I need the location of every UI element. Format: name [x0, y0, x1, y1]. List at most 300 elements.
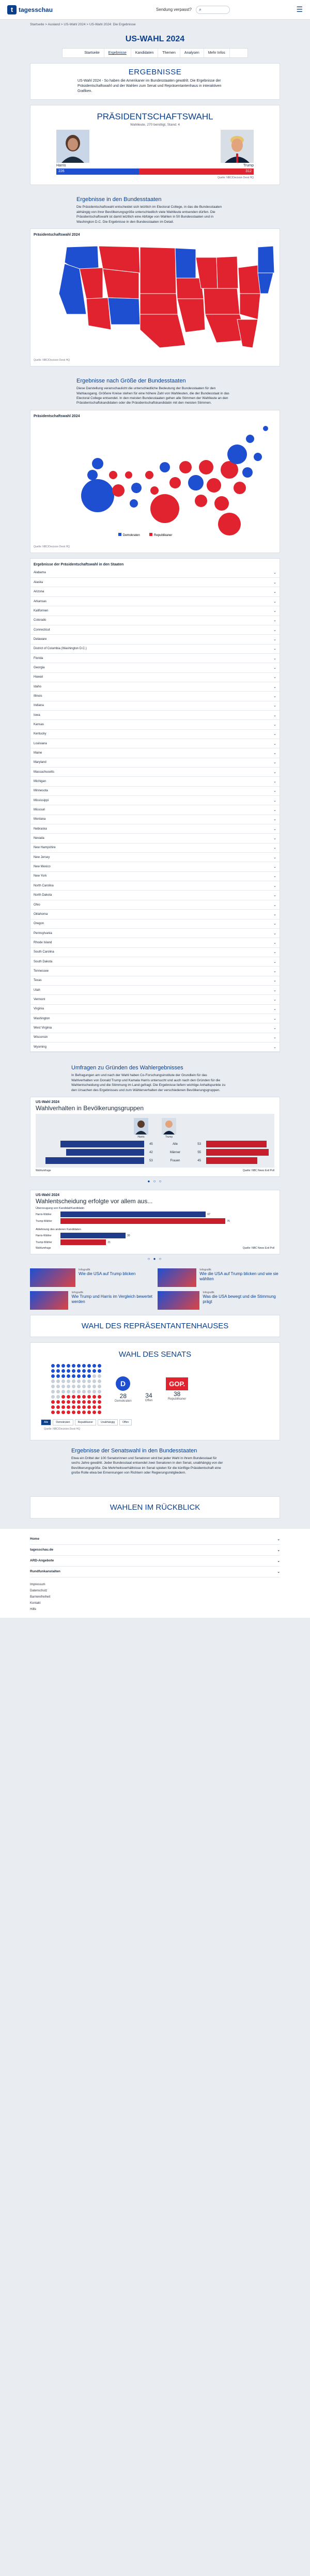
state-accordion-item[interactable] [30, 1033, 280, 1042]
tab-analyses[interactable]: Analysen [180, 49, 204, 57]
poll2-group2: Ablehnung des anderen Kandidaten [36, 1228, 81, 1232]
footer-link-accessibility[interactable]: Barrierefreiheit [30, 1595, 51, 1599]
state-accordion-item[interactable] [30, 1005, 280, 1014]
main-content [30, 29, 280, 1519]
chevron-down-icon: ⌄ [273, 875, 276, 879]
chevron-down-icon: ⌄ [273, 656, 276, 661]
state-name: Utah [34, 988, 40, 992]
senate-title: WAHL DES SENATS [118, 1350, 192, 1359]
senate-seat [87, 1395, 91, 1399]
teaser-4[interactable]: Infografik Was die USA bewegt und die Stimmung prägt [158, 1291, 280, 1310]
results-intro [30, 63, 280, 100]
senate-states-text: Etwa ein Drittel der 100 Senatorinnen und Senatoren wird bei jeder Wahl in ihrem Bundesstaat für sechs Jahre gewählt. Jeder Bundesstaat entsendet zwei Senatoren in den Senat, unabhängig von der Bevölkerungsgröße. Die Mehrheitsverhältnisse im Senat spielen für die künftige Präsidentschaft eine große Rolle etwa bei Ernennungen von Richtern oder Regierungsmitgliedern. [71, 1456, 223, 1475]
state-accordion-item[interactable] [30, 569, 280, 578]
state-accordion-item[interactable] [30, 587, 280, 596]
senate-seat [56, 1400, 60, 1404]
map-state-ar-la [177, 299, 205, 332]
map-source: Quelle: NBC/Decision Desk HQ [34, 359, 70, 362]
president-card [30, 105, 280, 185]
map-state-dakotas-ne [140, 247, 176, 294]
state-accordion-item[interactable] [30, 986, 280, 995]
bubble-section [30, 372, 280, 553]
map-section-head: Ergebnisse in den Bundesstaaten [76, 196, 162, 203]
teaser-2[interactable]: Infografik Wie die USA auf Trump blicken und wie sie wählten [158, 1268, 280, 1287]
chevron-down-icon: ⌄ [273, 580, 276, 585]
senate-seat [67, 1400, 70, 1404]
site-header [0, 0, 310, 20]
state-name: Oklahoma [34, 912, 48, 916]
state-name: Illinois [34, 694, 42, 698]
state-accordion-item[interactable] [30, 597, 280, 606]
state-accordion-item[interactable] [30, 834, 280, 843]
footer-link-contact[interactable]: Kontakt [30, 1601, 41, 1605]
senate-seat [92, 1400, 96, 1404]
state-accordion-item[interactable] [30, 929, 280, 938]
senate-seat [67, 1405, 70, 1409]
state-name: New Mexico [34, 865, 51, 869]
logo-mark: t [7, 5, 17, 14]
results-intro-text: US-Wahl 2024 - So haben die Amerikaner im Bundesstaaten gewählt. Die Ergebnisse der Präsidentschaftswahl und der Wahlen zum Senat und Repräsentantenhaus in interaktiven Grafiken. [78, 79, 222, 94]
motivation-bar-row [36, 1239, 274, 1245]
president-subtitle: Wahlleute, 270 benötigt, Stand: 4 [130, 123, 180, 127]
poll-row [36, 1141, 274, 1147]
footer-link-privacy[interactable]: Datenschutz [30, 1589, 48, 1592]
senate-seat [98, 1364, 101, 1368]
chevron-down-icon: ⌄ [273, 780, 276, 784]
senate-seat [67, 1390, 70, 1393]
chevron-down-icon: ⌄ [273, 912, 276, 916]
poll-rep-value: 45 [197, 1159, 201, 1162]
senate-seat [51, 1400, 55, 1404]
senate-seat [92, 1405, 96, 1409]
senate-seat [72, 1385, 75, 1388]
state-accordion-item[interactable] [30, 900, 280, 910]
chevron-down-icon: ⌄ [273, 752, 276, 755]
chevron-down-icon: ⌄ [273, 647, 276, 651]
legend-rep-label: Republikaner [154, 533, 173, 537]
poll-dem-bar [60, 1141, 144, 1147]
state-accordion-item[interactable] [30, 938, 280, 947]
state-name: Missouri [34, 808, 45, 812]
chip-ind[interactable]: Unabhängig [98, 1419, 118, 1425]
states-accordion [30, 558, 280, 1053]
poll-row [36, 1157, 274, 1164]
state-accordion-item[interactable] [30, 910, 280, 919]
state-accordion-item[interactable] [30, 995, 280, 1004]
poll1-footer-left: Wahlumfrage [36, 1169, 51, 1173]
legend-dem-swatch [118, 533, 121, 536]
state-accordion-item[interactable] [30, 805, 280, 815]
state-accordion-item[interactable] [30, 881, 280, 891]
state-accordion-item[interactable] [30, 701, 280, 711]
state-accordion-item[interactable] [30, 1042, 280, 1052]
bubble-source: Quelle: NBC/Decision Desk HQ [34, 545, 70, 548]
chevron-down-icon: ⌄ [273, 770, 276, 774]
motivation-bar [60, 1212, 206, 1217]
us-results-map[interactable] [30, 237, 280, 356]
chevron-down-icon: ⌄ [273, 694, 276, 698]
motivation-bar-label: Harris-Wähler [36, 1234, 52, 1237]
state-name: Michigan [34, 780, 47, 784]
senate-seat [92, 1385, 96, 1388]
chevron-down-icon: ⌄ [273, 704, 276, 708]
poll-dem-value: 45 [149, 1142, 153, 1146]
state-name: Kansas [34, 723, 44, 726]
polls-head: Umfragen zu Gründen des Wahlergebnisses [71, 1065, 183, 1071]
senate-seat [87, 1410, 91, 1414]
states-list [30, 569, 280, 1052]
senate-seat [98, 1374, 101, 1378]
state-accordion-item[interactable] [30, 692, 280, 701]
senate-seat [77, 1369, 81, 1373]
harris-photo [56, 130, 89, 163]
chevron-down-icon: ⌄ [273, 931, 276, 936]
senate-seat [61, 1395, 65, 1399]
chevron-down-icon: ⌄ [273, 761, 276, 765]
motivation-bar-value: 67 [207, 1213, 210, 1216]
carousel-dots[interactable]: ● ○ ○ [147, 1179, 163, 1184]
chevron-down-icon: ⌄ [273, 685, 276, 689]
chevron-down-icon: ⌄ [273, 884, 276, 888]
bubble-map[interactable] [30, 418, 280, 542]
senate-seat [87, 1379, 91, 1383]
teaser-image [30, 1291, 68, 1310]
senate-seat [51, 1369, 55, 1373]
senate-seat [98, 1395, 101, 1399]
chevron-down-icon: ⌄ [273, 666, 276, 670]
state-name: Idaho [34, 685, 42, 688]
state-name: Washington [34, 1017, 50, 1020]
teaser-image [158, 1291, 199, 1310]
poll-rep-bar [206, 1149, 269, 1156]
state-accordion-item[interactable] [30, 748, 280, 758]
state-accordion-item[interactable] [30, 919, 280, 929]
state-accordion-item[interactable] [30, 625, 280, 635]
poll-trump: Trump [162, 1118, 176, 1139]
results-title: ERGEBNISSE [128, 68, 182, 76]
footer-link-imprint[interactable]: Impressum [30, 1583, 45, 1586]
senate-rep [166, 1377, 188, 1401]
senate-states-section [30, 1440, 280, 1486]
polls-section [30, 1057, 280, 1263]
state-accordion-item[interactable] [30, 606, 280, 616]
senate-seat [77, 1410, 81, 1414]
chip-rep[interactable]: Republikaner [75, 1419, 96, 1425]
senate-seat [92, 1390, 96, 1393]
polls-text: In Befragungen am und nach der Wahl haben Co-Forschungsinstitute der Grundlein für das Wahlverhalten von Donald Trump und Kamala Harris untersucht und auch nach den Gründen für die Wahlentscheidung und die Stimmung im Land gefragt. Die Ergebnisse liefern wichtige Anhaltspunkte zu den Ursachen des Ergebnisses und zum Wählerverhalten der verschiedenen Bevölkerungsgruppen. [71, 1074, 226, 1092]
state-accordion-item[interactable] [30, 616, 280, 625]
senate-dem [115, 1376, 132, 1403]
senate-seat [72, 1400, 75, 1404]
state-accordion-item[interactable] [30, 1023, 280, 1033]
breadcrumb[interactable]: Startseite > Ausland > US-Wahl 2024 > US-Wahl 2024: Die Ergebnisse [30, 23, 136, 26]
senate-seat [98, 1385, 101, 1388]
state-accordion-item[interactable] [30, 663, 280, 672]
poll-row-label: Männer [169, 1151, 181, 1154]
footer-ard[interactable]: ARD-Angebote ⌄ [30, 1556, 280, 1567]
map-state-az [86, 298, 111, 330]
bubble-va [242, 467, 253, 478]
state-accordion-item[interactable] [30, 578, 280, 587]
bubble-mo [169, 477, 181, 488]
state-name: South Dakota [34, 960, 53, 963]
chip-open[interactable]: Offen [119, 1419, 132, 1425]
state-accordion-item[interactable] [30, 872, 280, 881]
senate-seat [77, 1385, 81, 1388]
poll-rep-value: 53 [197, 1142, 201, 1146]
senate-seat [51, 1410, 55, 1414]
chevron-down-icon: ⌄ [273, 713, 276, 717]
chevron-down-icon: ⌄ [273, 827, 276, 831]
poll-dem-bar [45, 1157, 144, 1164]
state-accordion-item[interactable] [30, 948, 280, 957]
poll-row-label: Alle [172, 1142, 178, 1146]
state-accordion-item[interactable] [30, 862, 280, 871]
poll2-source: Quelle: NBC News Exit Poll [242, 1247, 274, 1250]
search-input[interactable] [196, 6, 230, 14]
state-accordion-item[interactable] [30, 853, 280, 862]
teaser-image [30, 1268, 75, 1287]
footer-link-help[interactable]: Hilfe [30, 1607, 37, 1611]
state-name: North Dakota [34, 894, 52, 897]
chevron-down-icon: ⌄ [273, 1026, 276, 1030]
bubble-label: Präsidentschaftswahl 2024 [34, 414, 80, 418]
state-name: Massachusetts [34, 770, 55, 774]
dem-candidate-name: Harris [56, 164, 66, 168]
senate-seat [98, 1390, 101, 1393]
state-name: Tennessee [34, 969, 49, 973]
president-title: PRÄSIDENTSCHAFTSWAHL [97, 112, 213, 122]
section-tabs [62, 48, 248, 58]
state-accordion-item[interactable] [30, 777, 280, 786]
search-icon: ⌕ [198, 7, 202, 12]
state-name: Wisconsin [34, 1036, 48, 1039]
state-accordion-item[interactable] [30, 976, 280, 986]
state-accordion-item[interactable] [30, 635, 280, 644]
state-accordion-item[interactable] [30, 815, 280, 824]
senate-seat [51, 1395, 55, 1399]
senate-open-label: Offen [145, 1399, 153, 1402]
senate-seat [82, 1369, 86, 1373]
poll-row-label: Frauen [170, 1159, 180, 1162]
senate-seat [61, 1400, 65, 1404]
chevron-down-icon: ⌄ [273, 590, 276, 594]
chevron-down-icon: ⌄ [273, 723, 276, 727]
bubble-oh [207, 478, 221, 493]
chevron-down-icon: ⌄ [273, 950, 276, 955]
menu-icon[interactable]: ☰ [296, 5, 303, 13]
bubble-ne [145, 471, 153, 479]
motivation-bar-value: 21 [107, 1240, 111, 1244]
senate-seat [61, 1410, 65, 1414]
trump-photo [221, 130, 254, 163]
tab-candidates[interactable]: Kandidaten [131, 49, 158, 57]
senate-source: Quelle: NBC/Decision Desk HQ [44, 1428, 81, 1431]
senate-filter-chips [41, 1419, 269, 1425]
logo[interactable] [7, 5, 53, 14]
senate-seat [56, 1369, 60, 1373]
chevron-down-icon: ⌄ [273, 676, 276, 680]
missed-show-link[interactable]: Sendung verpasst? [156, 7, 192, 12]
map-state-co-nm [108, 298, 140, 325]
bubble-ga [214, 496, 229, 511]
bubble-section-head: Ergebnisse nach Größe der Bundesstaaten [76, 378, 186, 385]
democrat-logo-icon [115, 1376, 131, 1391]
state-name: Vermont [34, 998, 45, 1001]
senate-seat [56, 1364, 60, 1368]
senate-seat [98, 1400, 101, 1404]
state-name: New Hampshire [34, 846, 56, 850]
senate-seat [72, 1390, 75, 1393]
state-accordion-item[interactable] [30, 891, 280, 900]
senate-seat [98, 1410, 101, 1414]
chevron-down-icon: ⌄ [273, 846, 276, 850]
state-accordion-item[interactable] [30, 739, 280, 748]
senate-rep-num: 38 [174, 1390, 181, 1398]
bubble-co [131, 483, 142, 493]
house-title[interactable]: WAHL DES REPRÄSENTANTENHAUSES [30, 1315, 280, 1337]
chevron-down-icon: ⌄ [273, 1036, 276, 1040]
poll-rep-bar [206, 1157, 257, 1164]
poll-dem-value: 53 [149, 1159, 153, 1162]
senate-seat [92, 1395, 96, 1399]
carousel-dots-2[interactable]: ○ ● ○ [147, 1256, 163, 1262]
senate-seat [51, 1405, 55, 1409]
footer-home[interactable]: Home ⌄ [30, 1534, 280, 1545]
senate-seat [87, 1385, 91, 1388]
bubble-mn [160, 462, 170, 472]
senate-seat [56, 1379, 60, 1383]
state-accordion-item[interactable] [30, 673, 280, 682]
state-name: Alaska [34, 580, 43, 584]
poll-row [36, 1149, 274, 1156]
senate-seat [82, 1390, 86, 1393]
state-accordion-item[interactable] [30, 787, 280, 796]
senate-seat [51, 1379, 55, 1383]
bubble-or [87, 470, 98, 480]
tab-more[interactable]: Mehr Infos [204, 49, 230, 57]
state-accordion-item[interactable] [30, 824, 280, 834]
senate-seat [87, 1390, 91, 1393]
map-state-mn [175, 248, 196, 278]
electoral-bar [56, 168, 254, 175]
senate-seat [67, 1385, 70, 1388]
senate-seat [77, 1405, 81, 1409]
senate-seat [72, 1369, 75, 1373]
footer-tagesschau[interactable]: tagesschau.de ⌄ [30, 1545, 280, 1556]
map-state-tx [140, 314, 185, 348]
motivation-bar [60, 1239, 106, 1245]
bubble-az [112, 484, 125, 497]
map-state-nj-md [258, 273, 273, 294]
state-name: North Carolina [34, 884, 54, 887]
chevron-down-icon: ⌄ [273, 894, 276, 898]
chevron-down-icon: ⌄ [273, 1007, 276, 1011]
senate-seat [51, 1390, 55, 1393]
senate-seat [82, 1364, 86, 1368]
state-accordion-item[interactable] [30, 967, 280, 976]
state-name: Mississippi [34, 799, 49, 802]
bubble-ks [150, 486, 159, 495]
legend-dem-label: Demokraten [123, 533, 140, 537]
tab-topics[interactable]: Themen [158, 49, 180, 57]
chevron-down-icon: ⌄ [273, 941, 276, 945]
senate-seat [92, 1364, 96, 1368]
poll-rep-value: 55 [197, 1151, 201, 1154]
senate-seat [92, 1410, 96, 1414]
state-name: Texas [34, 979, 42, 983]
tab-start[interactable]: Startseite [80, 49, 104, 57]
state-accordion-item[interactable] [30, 654, 280, 663]
map-state-ks [140, 294, 178, 314]
chip-dem[interactable]: Demokraten [53, 1419, 73, 1425]
teaser-3[interactable]: Infografik Wie Trump und Harris im Vergleich bewertet werden [30, 1291, 152, 1310]
state-name: District of Columbia (Washington D.C.) [34, 647, 87, 651]
review-title[interactable]: WAHLEN IM RÜCKBLICK [30, 1496, 280, 1519]
chevron-down-icon: ⌄ [277, 1537, 280, 1541]
senate-seat [77, 1395, 81, 1399]
state-accordion-item[interactable] [30, 768, 280, 777]
state-accordion-item[interactable] [30, 682, 280, 692]
chevron-down-icon: ⌄ [273, 969, 276, 973]
state-name: West Virginia [34, 1026, 52, 1030]
senate-seat [61, 1379, 65, 1383]
chevron-down-icon: ⌄ [273, 571, 276, 575]
senate-seat [77, 1379, 81, 1383]
state-name: Oregon [34, 922, 44, 926]
state-accordion-item[interactable] [30, 758, 280, 768]
state-name: Virginia [34, 1007, 44, 1011]
poll2-footer-left: Wahlumfrage [36, 1247, 51, 1250]
senate-seat [72, 1405, 75, 1409]
bubble-il [188, 475, 204, 490]
teaser-grid [30, 1263, 280, 1315]
state-accordion-item[interactable] [30, 730, 280, 739]
senate-seat [82, 1410, 86, 1414]
state-accordion-item[interactable] [30, 844, 280, 853]
chevron-down-icon: ⌄ [273, 742, 276, 746]
footer-broadcasters[interactable]: Rundfunkanstalten ⌄ [30, 1567, 280, 1577]
tab-results[interactable]: Ergebnisse [104, 49, 131, 57]
president-source: Quelle: NBC/Decision Desk HQ [217, 176, 254, 180]
bubble-ny [227, 444, 247, 464]
chevron-down-icon: ⌄ [273, 808, 276, 812]
state-accordion-item[interactable] [30, 1014, 280, 1023]
chip-all[interactable]: Alle [41, 1419, 51, 1425]
state-name: Colorado [34, 619, 47, 622]
state-accordion-item[interactable] [30, 645, 280, 654]
senate-seat [87, 1405, 91, 1409]
senate-seat [67, 1364, 70, 1368]
senate-dem-num: 28 [119, 1392, 127, 1400]
state-accordion-item[interactable] [30, 796, 280, 805]
state-accordion-item[interactable] [30, 957, 280, 967]
motivation-bar-label: Harris-Wähler [36, 1213, 52, 1216]
senate-seat [67, 1379, 70, 1383]
chevron-down-icon: ⌄ [273, 637, 276, 641]
senate-seat [98, 1369, 101, 1373]
state-name: Maryland [34, 761, 47, 764]
senate-seat [77, 1390, 81, 1393]
poll1-source: Quelle: NBC News Exit Poll [242, 1169, 274, 1173]
state-name: Connecticut [34, 628, 50, 632]
state-name: Delaware [34, 637, 47, 641]
senate-seat [51, 1374, 55, 1378]
state-accordion-item[interactable] [30, 720, 280, 729]
poll-rows [36, 1141, 274, 1164]
state-accordion-item[interactable] [30, 711, 280, 720]
teaser-1[interactable]: Infografik Wie die USA auf Trump blicken [30, 1268, 152, 1287]
